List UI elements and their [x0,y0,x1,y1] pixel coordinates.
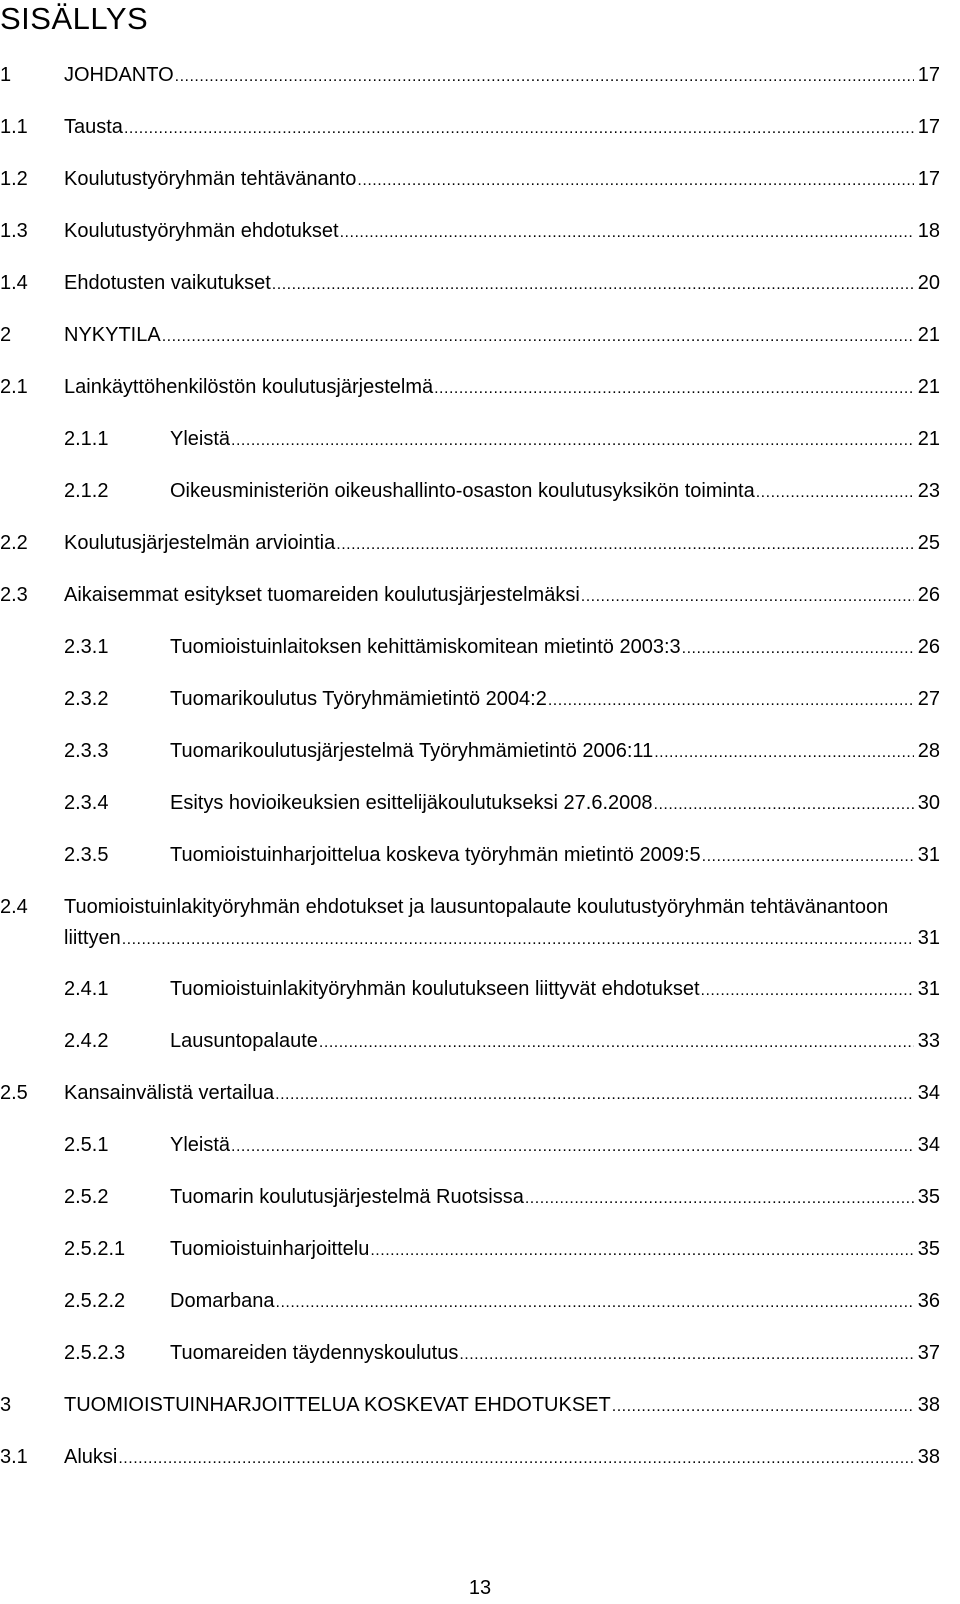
toc-entry-title-line1: Tuomioistuinlakityöryhmän ehdotukset ja lausuntopalaute koulutustyöryhmän tehtävänantoon [64,896,889,918]
toc-entry-title: Kansainvälistä vertailua [64,1082,275,1104]
dot-leader [459,1342,913,1368]
toc-entry-number: 1.2 [0,168,28,190]
toc-entry-page: 23 [917,480,940,502]
toc-entry-number: 1.3 [0,220,28,242]
toc-entry-page: 37 [917,1342,940,1364]
dot-leader [756,480,914,506]
dot-leader [548,688,914,714]
toc-entry-page: 38 [917,1446,940,1468]
toc-entry-number: 2.5.2.1 [64,1238,126,1260]
toc-entry-page: 33 [917,1030,940,1052]
toc-entry-title: Tuomioistuinlaitoksen kehittämiskomitean mietintö 2003:3 [170,636,681,658]
toc-entry-page: 25 [917,532,940,554]
dot-leader [612,1394,914,1420]
toc-entry-title: Tuomioistuinlakityöryhmän koulutukseen liittyvät ehdotukset [170,978,700,1000]
page-number: 13 [468,1577,492,1599]
dot-leader [124,116,914,142]
toc-entry-page: 17 [917,64,940,86]
toc-entry-title: TUOMIOISTUINHARJOITTELUA KOSKEVAT EHDOTUKSET [64,1394,611,1416]
toc-entry-number: 1.4 [0,272,28,294]
toc-entry-page: 17 [917,168,940,190]
dot-leader [340,220,914,246]
toc-entry-page: 35 [917,1186,940,1208]
toc-entry-page: 20 [917,272,940,294]
dot-leader [336,532,914,558]
toc-entry-title: Koulutusjärjestelmän arviointia [64,532,336,554]
toc-entry-page: 17 [917,116,940,138]
dot-leader [231,428,914,454]
toc-entry-page: 21 [917,428,940,450]
toc-entry-title: Yleistä [170,428,231,450]
toc-entry-number: 2.3.3 [64,740,109,762]
dot-leader [525,1186,914,1212]
toc-entry-title: Domarbana [170,1290,275,1312]
page-title: SISÄLLYS [0,1,149,36]
toc-entry-title: Esitys hovioikeuksien esittelijäkoulutukseksi 27.6.2008 [170,792,653,814]
toc-entry-title: Tausta [64,116,123,138]
toc-entry-number: 2.3.4 [64,792,109,814]
dot-leader [654,740,914,766]
dot-leader [370,1238,913,1264]
dot-leader [276,1290,914,1316]
toc-entry-page: 27 [917,688,940,710]
toc-entry-title: JOHDANTO [64,64,174,86]
toc-entry-number: 1 [0,64,12,86]
dot-leader [702,844,914,870]
toc-entry-page: 31 [917,927,940,949]
toc-entry-title: Tuomioistuinharjoittelu [170,1238,370,1260]
toc-entry-page: 38 [917,1394,940,1416]
toc-entry-number: 2.5 [0,1082,28,1104]
dot-leader [701,978,914,1004]
toc-entry-title: Koulutustyöryhmän tehtävänanto [64,168,357,190]
toc-entry-number: 1.1 [0,116,28,138]
toc-entry-number: 2.5.2.3 [64,1342,126,1364]
toc-entry-number: 3 [0,1394,12,1416]
dot-leader [319,1030,914,1056]
toc-entry-number: 2.5.2.2 [64,1290,126,1312]
toc-entry-title: Aikaisemmat esitykset tuomareiden koulutusjärjestelmäksi [64,584,580,606]
dot-leader [682,636,914,662]
toc-entry-number: 2.4.1 [64,978,109,1000]
toc-entry-number: 3.1 [0,1446,28,1468]
toc-entry-title: Oikeusministeriön oikeushallinto-osaston koulutusyksikön toiminta [170,480,755,502]
toc-entry-page: 31 [917,844,940,866]
dot-leader [118,1446,913,1472]
toc-entry-page: 36 [917,1290,940,1312]
toc-entry-number: 2.1.1 [64,428,109,450]
dot-leader [581,584,914,610]
toc-entry-number: 2.5.1 [64,1134,109,1156]
dot-leader [434,376,914,402]
toc-entry-title: Lausuntopalaute [170,1030,318,1052]
dot-leader [654,792,914,818]
toc-entry-page: 34 [917,1134,940,1156]
toc-entry-page: 31 [917,978,940,1000]
dot-leader [231,1134,914,1160]
toc-entry-number: 2 [0,324,12,346]
toc-entry-title: Tuomareiden täydennyskoulutus [170,1342,459,1364]
toc-entry-page: 21 [917,376,940,398]
toc-entry-number: 2.4.2 [64,1030,109,1052]
dot-leader [275,1082,914,1108]
toc-entry-page: 18 [917,220,940,242]
toc-entry-page: 26 [917,636,940,658]
toc-entry-title: Koulutustyöryhmän ehdotukset [64,220,339,242]
toc-entry-number: 2.3.2 [64,688,109,710]
toc-entry-title: Ehdotusten vaikutukset [64,272,271,294]
toc-entry-number: 2.2 [0,532,28,554]
toc-entry-title: Tuomarin koulutusjärjestelmä Ruotsissa [170,1186,524,1208]
toc-entry-title: Tuomioistuinharjoittelua koskeva työryhmän mietintö 2009:5 [170,844,701,866]
toc-entry-page: 21 [917,324,940,346]
toc-entry-title: liittyen [64,927,121,949]
toc-entry-number: 2.1.2 [64,480,109,502]
dot-leader [357,168,913,194]
toc-entry-page: 30 [917,792,940,814]
toc-entry-number: 2.4 [0,896,28,918]
toc-entry-number: 2.1 [0,376,28,398]
toc-entry-page: 26 [917,584,940,606]
toc-entry-title: Aluksi [64,1446,118,1468]
dot-leader [122,927,914,953]
toc-entry-number: 2.3.1 [64,636,109,658]
toc-entry-page: 35 [917,1238,940,1260]
dot-leader [272,272,914,298]
toc-entry-title: Tuomarikoulutus Työryhmämietintö 2004:2 [170,688,547,710]
toc-entry-page: 34 [917,1082,940,1104]
toc-entry-title: NYKYTILA [64,324,161,346]
toc-entry-number: 2.5.2 [64,1186,109,1208]
toc-entry-page: 28 [917,740,940,762]
toc-entry-title: Yleistä [170,1134,231,1156]
dot-leader [162,324,914,350]
dot-leader [175,64,914,90]
toc-entry-number: 2.3.5 [64,844,109,866]
toc-entry-title: Tuomarikoulutusjärjestelmä Työryhmämietintö 2006:11 [170,740,654,762]
toc-entry-number: 2.3 [0,584,28,606]
toc-entry-title: Lainkäyttöhenkilöstön koulutusjärjestelmä [64,376,434,398]
